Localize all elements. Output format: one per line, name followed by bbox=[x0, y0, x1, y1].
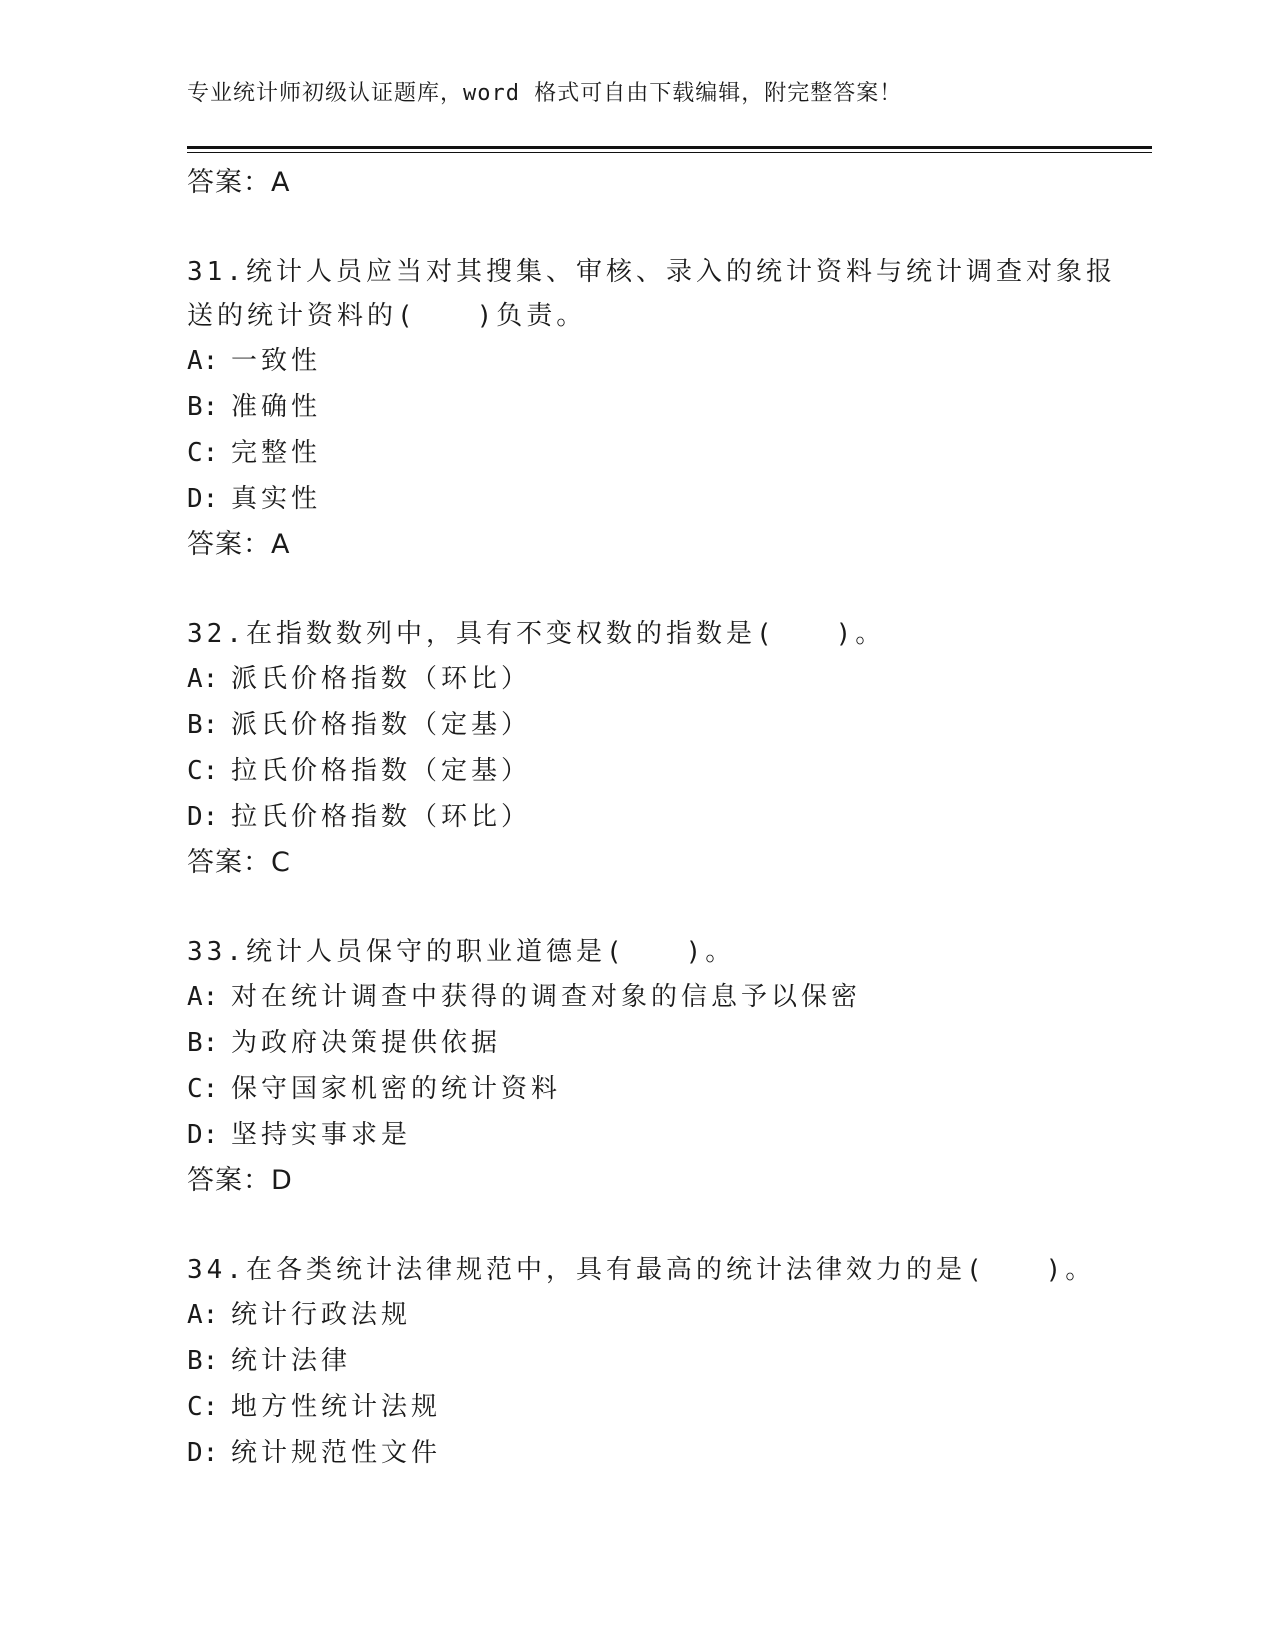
option-b bbox=[187, 702, 1087, 748]
option-text: 坚持实事求是 bbox=[231, 1120, 412, 1150]
option-d bbox=[187, 1112, 1087, 1158]
option-text: 一致性 bbox=[231, 346, 322, 376]
option-key: B: bbox=[187, 392, 219, 422]
option-a bbox=[187, 974, 1087, 1020]
option-text: 派氏价格指数（定基） bbox=[231, 710, 532, 740]
option-text: 拉氏价格指数（定基） bbox=[231, 756, 532, 786]
question-stem-line: 32.在指数数列中，具有不变权数的指数是( )。 bbox=[187, 619, 886, 649]
option-key: B: bbox=[187, 710, 219, 740]
question-33 bbox=[187, 930, 1087, 1204]
option-text: 真实性 bbox=[231, 484, 322, 514]
option-c bbox=[187, 1066, 1087, 1112]
option-key: D: bbox=[187, 1120, 219, 1150]
option-key: A: bbox=[187, 982, 219, 1012]
question-stem-line: 31.统计人员应当对其搜集、审核、录入的统计资料与统计调查对象报 bbox=[187, 257, 1116, 287]
option-text: 准确性 bbox=[231, 392, 322, 422]
option-key: C: bbox=[187, 1074, 219, 1104]
option-text: 拉氏价格指数（环比） bbox=[231, 802, 532, 832]
question-34 bbox=[187, 1248, 1096, 1476]
option-text: 为政府决策提供依据 bbox=[231, 1028, 502, 1058]
option-a bbox=[187, 338, 1087, 384]
option-key: B: bbox=[187, 1346, 219, 1376]
option-text: 完整性 bbox=[231, 438, 322, 468]
option-text: 派氏价格指数（环比） bbox=[231, 664, 532, 694]
option-text: 统计行政法规 bbox=[231, 1300, 412, 1330]
option-key: A: bbox=[187, 664, 219, 694]
answer-line: 答案：D bbox=[187, 1165, 293, 1196]
option-text: 统计法律 bbox=[231, 1346, 352, 1376]
answer-line: 答案：C bbox=[187, 847, 291, 878]
header-divider bbox=[187, 146, 1152, 153]
answer-line: 答案：A bbox=[187, 167, 291, 198]
question-32 bbox=[187, 612, 1087, 886]
option-d bbox=[187, 794, 1087, 840]
question-stem-line: 33.统计人员保守的职业道德是( )。 bbox=[187, 937, 736, 967]
option-d bbox=[187, 476, 1087, 522]
option-key: C: bbox=[187, 1392, 219, 1422]
option-c bbox=[187, 430, 1087, 476]
question-list bbox=[187, 160, 1116, 1476]
option-b bbox=[187, 1020, 1087, 1066]
option-key: B: bbox=[187, 1028, 219, 1058]
answer-line: 答案：A bbox=[187, 529, 291, 560]
option-text: 统计规范性文件 bbox=[231, 1438, 442, 1468]
option-key: D: bbox=[187, 802, 219, 832]
option-key: C: bbox=[187, 438, 219, 468]
option-b bbox=[187, 384, 1087, 430]
option-a bbox=[187, 1292, 1087, 1338]
option-d bbox=[187, 1430, 1087, 1476]
option-c bbox=[187, 1384, 1087, 1430]
option-key: D: bbox=[187, 1438, 219, 1468]
question-31 bbox=[187, 250, 1116, 568]
option-text: 保守国家机密的统计资料 bbox=[231, 1074, 562, 1104]
question-stem-line: 送的统计资料的( )负责。 bbox=[187, 301, 587, 331]
question-stem-line: 34.在各类统计法律规范中，具有最高的统计法律效力的是( )。 bbox=[187, 1255, 1096, 1285]
option-text: 对在统计调查中获得的调查对象的信息予以保密 bbox=[231, 982, 862, 1012]
option-key: C: bbox=[187, 756, 219, 786]
option-key: A: bbox=[187, 1300, 219, 1330]
option-key: D: bbox=[187, 484, 219, 514]
option-key: A: bbox=[187, 346, 219, 376]
option-b bbox=[187, 1338, 1087, 1384]
option-c bbox=[187, 748, 1087, 794]
option-text: 地方性统计法规 bbox=[231, 1392, 442, 1422]
option-a bbox=[187, 656, 1087, 702]
page-header-title: 专业统计师初级认证题库，word 格式可自由下载编辑，附完整答案！ bbox=[187, 81, 903, 106]
